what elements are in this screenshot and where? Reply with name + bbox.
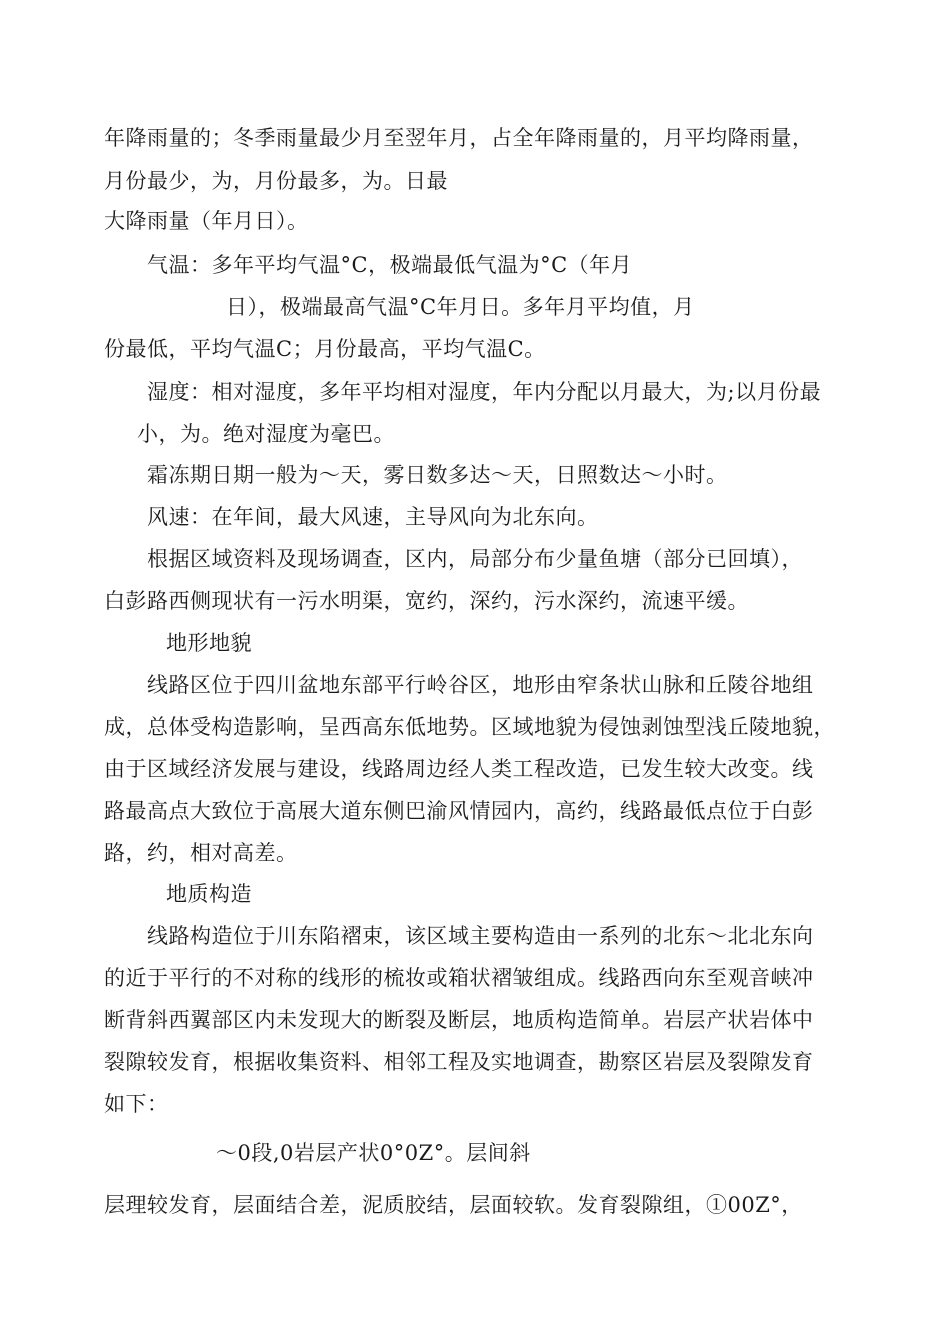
- text-line-7: 湿度：相对湿度，多年平均相对湿度，年内分配以月最大，为;以月份最: [147, 380, 822, 404]
- text-line-5: 日），极端最高气温°C年月日。多年月平均值，月: [226, 295, 695, 319]
- text-line-1: 年降雨量的；冬季雨量最少月至翌年月，占全年降雨量的，月平均降雨量，: [104, 126, 814, 150]
- text-line-15: 成，总体受构造影响，呈西高东低地势。区域地貌为侵蚀剥蚀型浅丘陵地貌，: [104, 715, 835, 739]
- text-line-6: 份最低，平均气温C；月份最高，平均气温C。: [104, 337, 546, 361]
- text-line-14: 线路区位于四川盆地东部平行岭谷区，地形由窄条状山脉和丘陵谷地组: [147, 673, 814, 697]
- text-line-3: 大降雨量（年月日）。: [104, 209, 309, 233]
- text-line-25: 〜0段,0岩层产状0°0Z°。层间斜: [216, 1141, 531, 1165]
- text-line-12: 白彭路西侧现状有一污水明渠，宽约，深约，污水深约，流速平缓。: [104, 589, 749, 613]
- text-line-11: 根据区域资料及现场调查，区内，局部分布少量鱼塘（部分已回填），: [147, 547, 803, 571]
- text-line-2: 月份最少，为，月份最多，为。日最: [104, 169, 448, 193]
- text-line-16: 由于区域经济发展与建设，线路周边经人类工程改造，已发生较大改变。线: [104, 757, 814, 781]
- text-line-4: 气温：多年平均气温°C，极端最低气温为°C（年月: [147, 253, 633, 277]
- text-line-20: 线路构造位于川东陷褶束，该区域主要构造由一系列的北东〜北北东向: [147, 924, 814, 948]
- text-line-21: 的近于平行的不对称的线形的梳妆或箱状褶皱组成。线路西向东至观音峡冲: [104, 966, 814, 990]
- text-line-26: 层理较发育，层面结合差，泥质胶结，层面较软。发育裂隙组，①00Z°，: [104, 1193, 803, 1217]
- section-heading-geology: 地质构造: [166, 882, 252, 906]
- text-line-18: 路，约，相对高差。: [104, 841, 298, 865]
- text-line-24: 如下：: [104, 1092, 169, 1116]
- text-line-10: 风速：在年间，最大风速，主导风向为北东向。: [147, 505, 599, 529]
- text-line-8: 小，为。绝对湿度为毫巴。: [137, 422, 395, 446]
- text-line-22: 断背斜西翼部区内未发现大的断裂及断层，地质构造简单。岩层产状岩体中: [104, 1008, 814, 1032]
- section-heading-landform: 地形地貌: [166, 631, 252, 655]
- text-line-17: 路最高点大致位于高展大道东侧巴渝风情园内，高约，线路最低点位于白彭: [104, 799, 814, 823]
- text-line-9: 霜冻期日期一般为〜天，雾日数多达〜天，日照数达〜小时。: [147, 463, 728, 487]
- text-line-23: 裂隙较发育，根据收集资料、相邻工程及实地调查，勘察区岩层及裂隙发育: [104, 1050, 814, 1074]
